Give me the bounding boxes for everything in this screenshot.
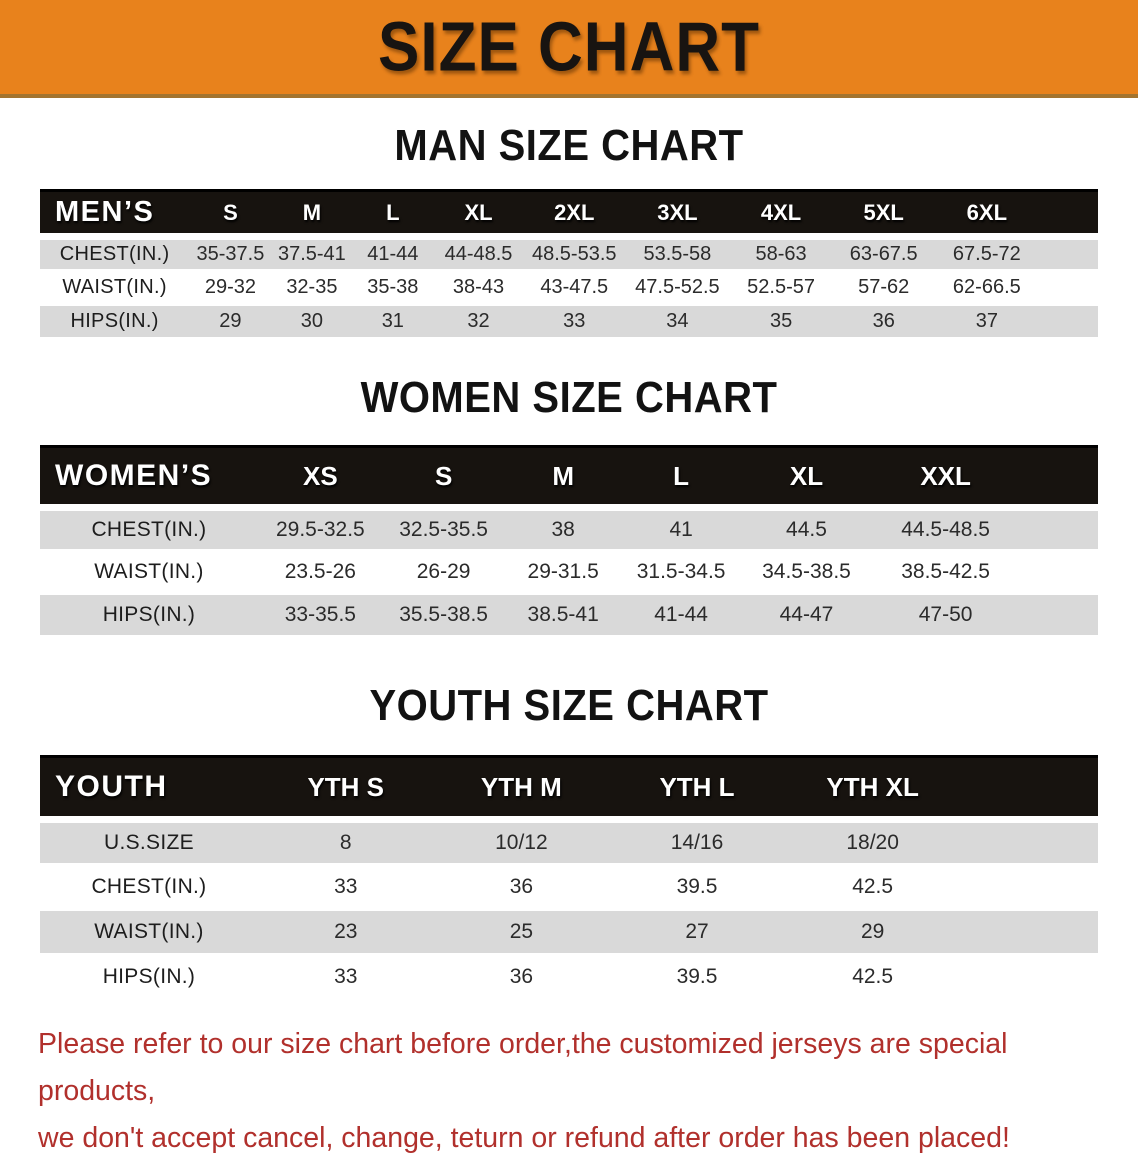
size-cell: 34 — [625, 305, 730, 339]
row-label: HIPS(IN.) — [40, 594, 258, 637]
size-cell: 32.5-35.5 — [383, 508, 505, 551]
row-label: U.S.SIZE — [40, 820, 258, 865]
size-sections-container — [0, 124, 1138, 1001]
table-row — [40, 551, 1098, 594]
table-row — [40, 271, 1098, 305]
column-header: YTH L — [609, 757, 785, 820]
size-cell: 36 — [434, 865, 610, 910]
filler-cell — [1039, 271, 1098, 305]
column-header: M — [272, 191, 352, 237]
column-header: 3XL — [625, 191, 730, 237]
column-header: XL — [740, 447, 872, 508]
size-cell: 25 — [434, 910, 610, 955]
row-label: CHEST(IN.) — [40, 508, 258, 551]
size-cell: 37 — [935, 305, 1039, 339]
table-row — [40, 305, 1098, 339]
size-cell: 44-47 — [740, 594, 872, 637]
filler-cell — [960, 757, 1098, 820]
size-cell: 29-31.5 — [504, 551, 621, 594]
size-cell: 41-44 — [352, 237, 433, 271]
table-row — [40, 910, 1098, 955]
row-label: WAIST(IN.) — [40, 551, 258, 594]
youth-section-heading: YOUTH SIZE CHART — [369, 682, 769, 730]
size-cell: 35-38 — [352, 271, 433, 305]
size-section-youth — [0, 684, 1138, 1001]
men-group-header: MEN’S — [40, 191, 189, 237]
filler-cell — [960, 955, 1098, 1000]
column-header: XXL — [873, 447, 1019, 508]
table-row — [40, 955, 1098, 1000]
size-cell: 10/12 — [434, 820, 610, 865]
column-header: 2XL — [523, 191, 625, 237]
size-cell: 67.5-72 — [935, 237, 1039, 271]
header-row — [40, 447, 1098, 508]
column-header: M — [504, 447, 621, 508]
table-row — [40, 237, 1098, 271]
size-cell: 23 — [258, 910, 434, 955]
size-cell: 42.5 — [785, 955, 961, 1000]
size-cell: 38.5-42.5 — [873, 551, 1019, 594]
size-cell: 47-50 — [873, 594, 1019, 637]
filler-cell — [960, 910, 1098, 955]
size-cell: 62-66.5 — [935, 271, 1039, 305]
column-header: L — [352, 191, 433, 237]
size-cell: 31 — [352, 305, 433, 339]
column-header: L — [622, 447, 740, 508]
filler-cell — [1019, 594, 1098, 637]
women-section-heading: WOMEN SIZE CHART — [360, 374, 778, 422]
size-cell: 29-32 — [189, 271, 272, 305]
column-header: YTH XL — [785, 757, 961, 820]
table-row — [40, 865, 1098, 910]
size-cell: 33 — [258, 865, 434, 910]
men-section-heading: MAN SIZE CHART — [394, 122, 744, 170]
size-cell: 58-63 — [730, 237, 833, 271]
size-cell: 38-43 — [434, 271, 524, 305]
size-cell: 42.5 — [785, 865, 961, 910]
size-cell: 35 — [730, 305, 833, 339]
filler-cell — [1019, 447, 1098, 508]
row-label: WAIST(IN.) — [40, 910, 258, 955]
size-cell: 32-35 — [272, 271, 352, 305]
size-section-men — [0, 124, 1138, 340]
column-header: XS — [258, 447, 383, 508]
table-row — [40, 820, 1098, 865]
size-cell: 43-47.5 — [523, 271, 625, 305]
size-cell: 14/16 — [609, 820, 785, 865]
size-cell: 29 — [189, 305, 272, 339]
column-header: 5XL — [832, 191, 935, 237]
size-cell: 44.5 — [740, 508, 872, 551]
size-cell: 35-37.5 — [189, 237, 272, 271]
size-cell: 36 — [434, 955, 610, 1000]
column-header: XL — [434, 191, 524, 237]
size-cell: 39.5 — [609, 955, 785, 1000]
size-cell: 41 — [622, 508, 740, 551]
size-cell: 30 — [272, 305, 352, 339]
size-cell: 57-62 — [832, 271, 935, 305]
filler-cell — [1039, 305, 1098, 339]
size-section-women — [0, 376, 1138, 638]
size-cell: 34.5-38.5 — [740, 551, 872, 594]
size-cell: 38.5-41 — [504, 594, 621, 637]
table-row — [40, 594, 1098, 637]
youth-group-header: YOUTH — [40, 757, 258, 820]
size-cell: 27 — [609, 910, 785, 955]
size-cell: 52.5-57 — [730, 271, 833, 305]
size-cell: 53.5-58 — [625, 237, 730, 271]
size-cell: 8 — [258, 820, 434, 865]
size-cell: 18/20 — [785, 820, 961, 865]
size-cell: 33-35.5 — [258, 594, 383, 637]
size-cell: 39.5 — [609, 865, 785, 910]
disclaimer — [38, 1021, 1108, 1162]
column-header: S — [383, 447, 505, 508]
size-cell: 63-67.5 — [832, 237, 935, 271]
table-row — [40, 508, 1098, 551]
filler-cell — [960, 865, 1098, 910]
row-label: CHEST(IN.) — [40, 237, 189, 271]
size-cell: 29 — [785, 910, 961, 955]
row-label: CHEST(IN.) — [40, 865, 258, 910]
filler-cell — [1019, 551, 1098, 594]
size-cell: 35.5-38.5 — [383, 594, 505, 637]
row-label: HIPS(IN.) — [40, 305, 189, 339]
row-label: HIPS(IN.) — [40, 955, 258, 1000]
youth-size-table — [40, 755, 1098, 1001]
size-cell: 44.5-48.5 — [873, 508, 1019, 551]
column-header: S — [189, 191, 272, 237]
filler-cell — [960, 820, 1098, 865]
column-header: YTH S — [258, 757, 434, 820]
header-row — [40, 757, 1098, 820]
size-cell: 31.5-34.5 — [622, 551, 740, 594]
row-label: WAIST(IN.) — [40, 271, 189, 305]
women-size-table — [40, 445, 1098, 638]
size-cell: 37.5-41 — [272, 237, 352, 271]
size-cell: 29.5-32.5 — [258, 508, 383, 551]
disclaimer-line-1: Please refer to our size chart before order,the customized jerseys are special products, — [38, 1028, 1008, 1107]
size-cell: 48.5-53.5 — [523, 237, 625, 271]
filler-cell — [1039, 191, 1098, 237]
size-cell: 47.5-52.5 — [625, 271, 730, 305]
page-title: SIZE CHART — [378, 8, 760, 86]
header-row — [40, 191, 1098, 237]
banner — [0, 0, 1138, 98]
size-cell: 36 — [832, 305, 935, 339]
size-cell: 33 — [258, 955, 434, 1000]
disclaimer-line-2: we don't accept cancel, change, teturn or refund after order has been placed! — [38, 1122, 1010, 1154]
size-cell: 23.5-26 — [258, 551, 383, 594]
size-cell: 26-29 — [383, 551, 505, 594]
column-header: 4XL — [730, 191, 833, 237]
size-cell: 38 — [504, 508, 621, 551]
men-size-table — [40, 189, 1098, 340]
column-header: YTH M — [434, 757, 610, 820]
filler-cell — [1019, 508, 1098, 551]
size-cell: 41-44 — [622, 594, 740, 637]
column-header: 6XL — [935, 191, 1039, 237]
filler-cell — [1039, 237, 1098, 271]
women-group-header: WOMEN’S — [40, 447, 258, 508]
size-cell: 33 — [523, 305, 625, 339]
size-cell: 44-48.5 — [434, 237, 524, 271]
size-cell: 32 — [434, 305, 524, 339]
